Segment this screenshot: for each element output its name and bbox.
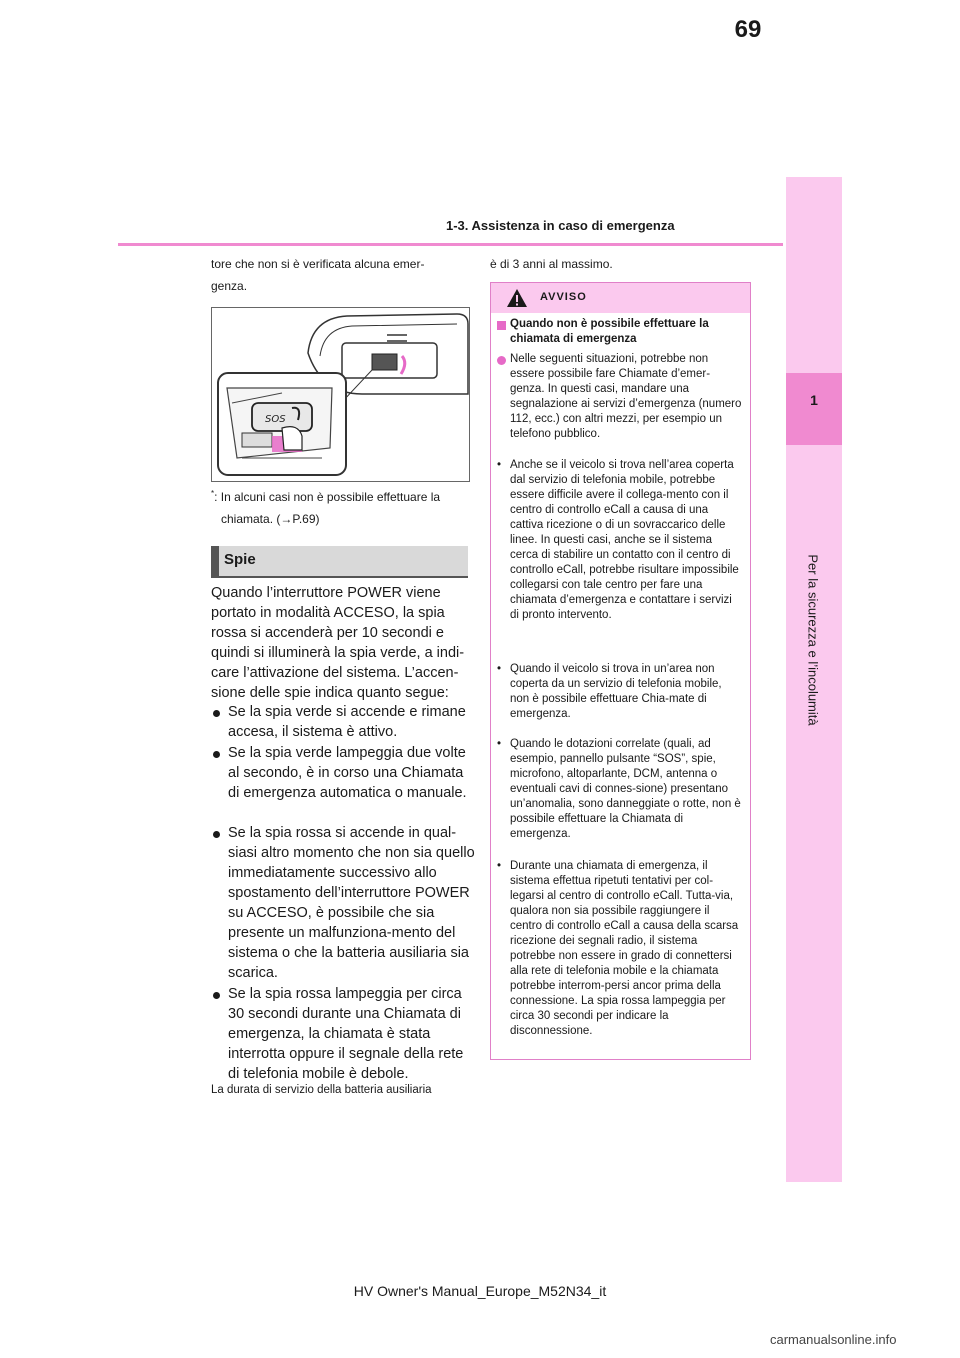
warning-intro: Nelle seguenti situazioni, potrebbe non essere possibile fare Chiamate d’emer-genza. In questi casi, mandare una segnalazione ai servizi d’emergenza (numero 112, ecc.) con altri mezzi, per esempio un telefono pubblico. (510, 353, 742, 440)
chapter-number-box[interactable] (786, 373, 842, 445)
bullet-icon: • (497, 738, 502, 750)
list-item-text: Se la spia rossa si accende in qual-siasi altro momento che non sia quello immediatamente successivo allo spostamento dell’interruttore POWER su ACCESO, è possibile che sia presente un malfunziona-mento del sistema o che la batteria ausiliaria sia scarica. (228, 825, 475, 981)
section-title: 1-3. Assistenza in caso di emergenza (446, 218, 675, 233)
list-item-text: Se la spia verde si accende e rimane accesa, il sistema è attivo. (228, 704, 466, 740)
circle-bullet-icon (497, 356, 506, 365)
list-item-text: Se la spia rossa lampeggia per circa 30 secondi durante una Chiamata di emergenza, la chiamata è stata interrotta oppure il segnale della rete di telefonia mobile è debole. (228, 986, 464, 1082)
mirror-sos-panel-icon (212, 308, 469, 481)
bottom-note: La durata di servizio della batteria ausiliaria (211, 1084, 432, 1096)
square-bullet-icon (497, 321, 506, 330)
figure-footnote (211, 483, 473, 530)
bullet-icon (213, 831, 220, 838)
warning-triangle-icon (506, 288, 528, 308)
svg-text:SOS: SOS (265, 414, 286, 425)
manual-footer: HV Owner's Manual_Europe_M52N34_it (353, 1283, 607, 1299)
warning-bullet: Anche se il veicolo si trova nell’area coperta dal servizio di telefonia mobile, potrebbe essere difficile avere il collega-mento con il centro di controllo eCall a causa di una cattiva ricezione o di un sovraccarico delle linee. In questi casi, anche se il sistema cerca di stabilire un contatto con il centro di controllo eCall, potrebbe risultare impossibile collegarsi con tale centro per fare una chiamata d’emergenza e contattare i servizi di pronto intervento. (510, 459, 739, 621)
bullet-icon (213, 751, 220, 758)
warning-bullet: Quando il veicolo si trova in un’area non coperta da un servizio di telefonia mobile, non è possibile effettuare Chia-mate di emergenza. (510, 663, 722, 720)
chapter-title: Per la sicurezza e l’incolumità (805, 554, 821, 726)
bullet-icon: • (497, 663, 502, 675)
section-heading: Spie (224, 551, 256, 568)
bullet-icon (213, 710, 220, 717)
warning-bullet: Quando le dotazioni correlate (quali, ad esempio, pannello pulsante “SOS”, spie, microfono, altoparlante, DCM, antenna o eventuali cavi di connes-sione) presentano un’anomalia, sono danneggiate o rotte, non è possibile effettuare la Chiamata di emergenza. (510, 738, 741, 840)
warning-header (491, 283, 750, 313)
warning-bullet: Durante una chiamata di emergenza, il sistema effettua ripetuti tentativi per col-legarsi al centro di controllo eCall. Tutta-via, qualora non sia possibile raggiungere il centro di controllo eCall a causa della scarsa ricezione dei segnali radio, il sistema potrebbe non essere in grado di connettersi alla rete di telefonia mobile e la chiamata potrebbe interrom-persi ancor prima della connessione. La spia rossa lampeggia per circa 30 secondi per indicare la disconnessione. (510, 860, 739, 1037)
chapter-number: 1 (810, 392, 818, 408)
indicator-description: Quando l’interruttore POWER viene portato in modalità ACCESO, la spia rossa si accenderà per 10 secondi e quindi si illuminerà la spia verde, a indi-care l’attivazione del sistema. L’accen-sione delle spie indica quanto segue: (211, 585, 465, 701)
warning-subheading: Quando non è possibile effettuare la chiamata di emergenza (510, 318, 709, 345)
footnote-line-1: : In alcuni casi non è possibile effettuare la (214, 490, 441, 504)
warning-title: AVVISO (540, 291, 587, 303)
continued-text: è di 3 anni al massimo. (490, 257, 613, 271)
bullet-icon: • (497, 459, 502, 471)
intro-text-line-2: genza. (211, 279, 248, 293)
header-rule (118, 243, 783, 246)
footnote-marker: * (211, 489, 215, 498)
watermark: carmanualsonline.info (770, 1332, 897, 1347)
page-number: 69 (734, 16, 762, 43)
bullet-icon: • (497, 860, 502, 872)
section-heading-bar (211, 546, 219, 576)
intro-text-line-1: tore che non si è verificata alcuna emer- (211, 257, 425, 271)
sos-button-illustration (211, 307, 470, 482)
list-item-text: Se la spia verde lampeggia due volte al secondo, è in corso una Chiamata di emergenza automatica o manuale. (228, 745, 467, 801)
bullet-icon (213, 992, 220, 999)
footnote-line-2[interactable]: chiamata. (→P.69) (221, 512, 320, 526)
